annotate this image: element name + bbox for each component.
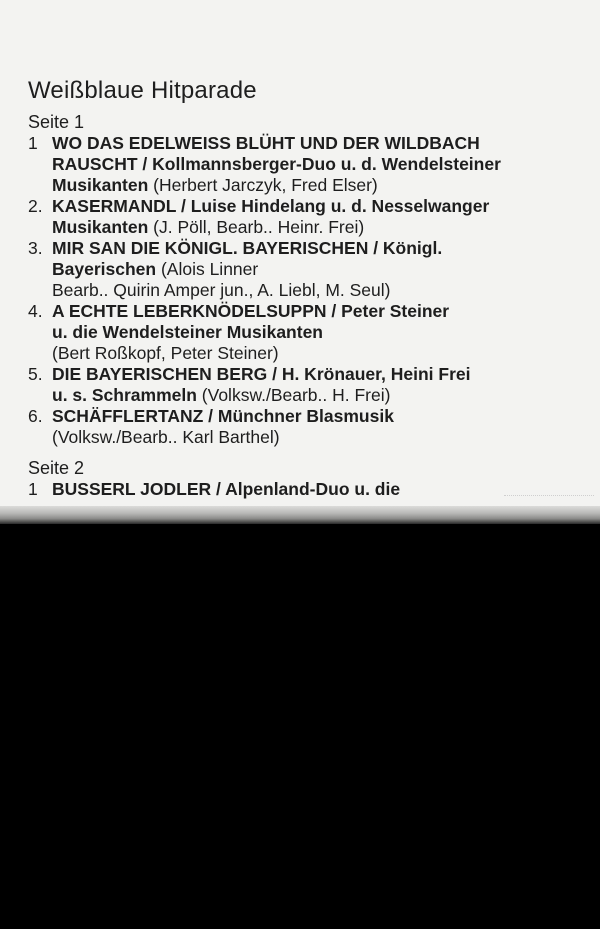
dotted-divider: [504, 495, 594, 497]
track-number: 4.: [28, 301, 43, 321]
track-credit: (Bert Roßkopf, Peter Steiner): [52, 343, 279, 363]
track-title-line: MIR SAN DIE KÖNIGL. BAYERISCHEN / Königl.: [52, 238, 443, 258]
track-line: [52, 175, 378, 196]
track-number: 5.: [28, 364, 43, 384]
track-credit: Bearb.. Quirin Amper jun., A. Liebl, M. Seul): [52, 280, 391, 300]
track-credit: (Volksw./Bearb.. H. Frei): [196, 385, 391, 405]
track-credit: (Herbert Jarczyk, Fred Elser): [148, 175, 378, 195]
track-number: 6.: [28, 406, 43, 426]
track-line: [52, 259, 258, 280]
side-1-label: Seite 1: [28, 112, 85, 132]
album-title: Weißblaue Hitparade: [28, 77, 257, 104]
track-artist: Bayerischen: [52, 259, 157, 279]
track-number: 1: [28, 133, 38, 153]
track-title-line: A ECHTE LEBERKNÖDELSUPPN / Peter Steiner: [52, 301, 450, 321]
track-line: [52, 385, 390, 406]
track-title-line: RAUSCHT / Kollmannsberger-Duo u. d. Wendelsteiner: [52, 154, 501, 174]
track-title-line: DIE BAYERISCHEN BERG / H. Krönauer, Heini Frei: [52, 364, 471, 384]
track-number: 3.: [28, 238, 43, 258]
track-artist: u. s. Schrammeln: [52, 385, 197, 405]
track-credit: (Alois Linner: [156, 259, 259, 279]
track-number: 1: [28, 479, 38, 499]
track-artist: Musikanten: [52, 217, 149, 237]
paper-cut-edge: [0, 506, 600, 524]
track-number: 2.: [28, 196, 43, 216]
track-artist: u. die Wendelsteiner Musikanten: [52, 322, 323, 342]
track-title-line: SCHÄFFLERTANZ / Münchner Blasmusik: [52, 406, 394, 426]
track-credit: (Volksw./Bearb.. Karl Barthel): [52, 427, 280, 447]
track-line: [52, 217, 364, 238]
track-title-line: WO DAS EDELWEISS BLÜHT UND DER WILDBACH: [52, 133, 480, 153]
track-credit: (J. Pöll, Bearb.. Heinr. Frei): [148, 217, 365, 237]
track-title-line: KASERMANDL / Luise Hindelang u. d. Nesselwanger: [52, 196, 490, 216]
side-2-label: Seite 2: [28, 458, 85, 478]
track-artist: Musikanten: [52, 175, 149, 195]
track-title-line: BUSSERL JODLER / Alpenland-Duo u. die: [52, 479, 401, 499]
